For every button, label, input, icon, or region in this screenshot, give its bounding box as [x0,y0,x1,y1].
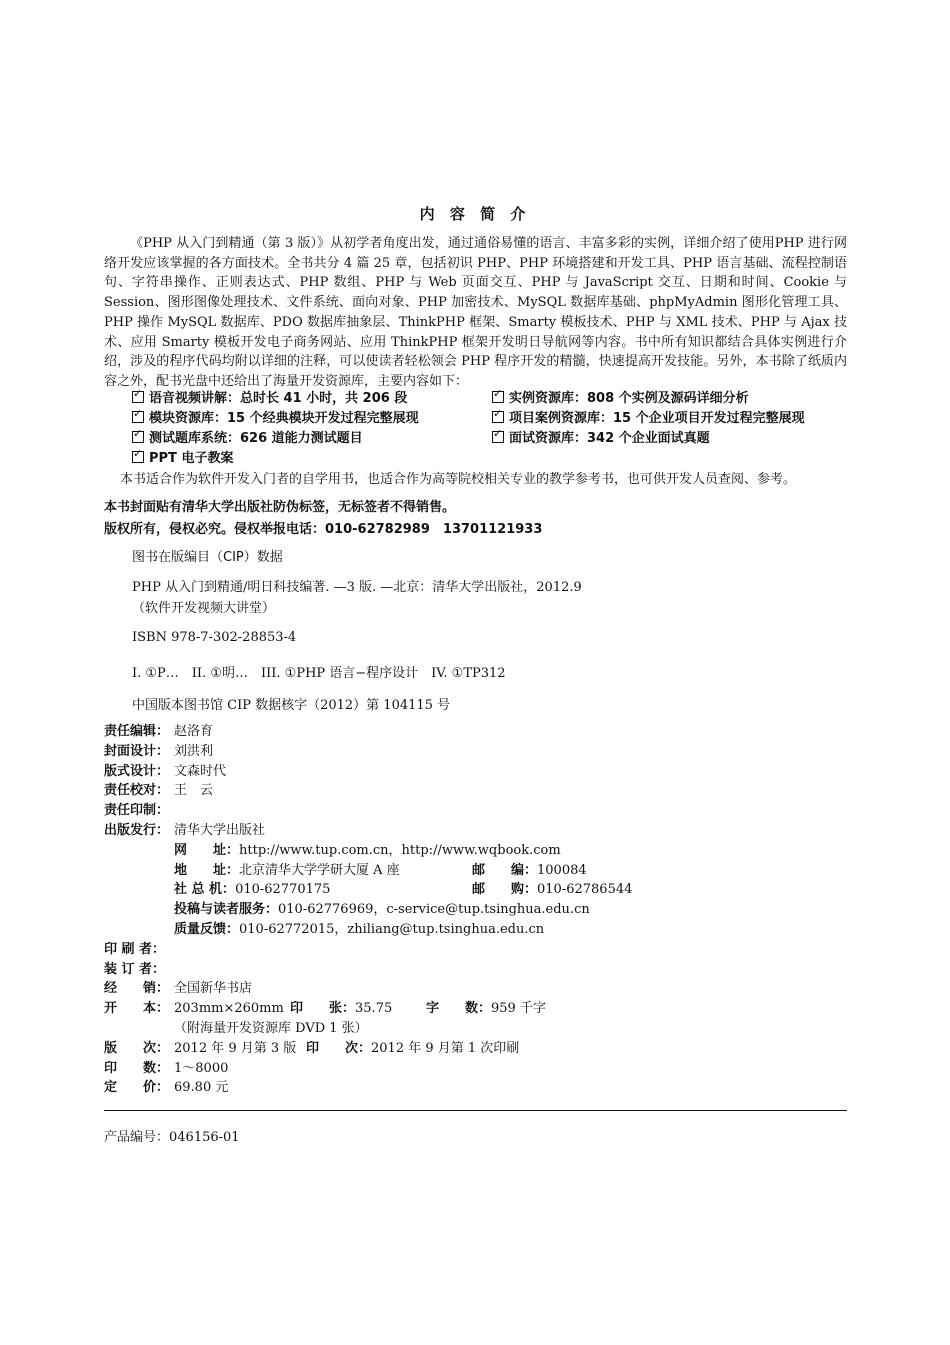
horizontal-rule [104,1110,847,1111]
checkbox-icon [132,411,144,423]
feature-row [132,429,852,449]
checkbox-icon [132,431,144,443]
feature-item: ✓测试题库系统：626 道能力测试题目 [132,429,492,449]
anti-counterfeit-notice: 本书封面贴有清华大学出版社防伪标签，无标签者不得销售。 [104,500,456,515]
credit-row: 定 价： 69.80 元 [104,1080,229,1096]
credit-row: 版式设计： 文森时代 [104,763,227,779]
feature-list [132,389,852,469]
credit-row: 责任编辑： 赵洛育 [104,724,214,739]
cip-core-number: 中国版本图书馆 CIP 数据核字（2012）第 104115 号 [132,698,451,713]
feature-row [132,449,852,469]
credit-row: 开 本： 203mm×260mm 印 张：35.75 字 数：959 千字 [104,1001,546,1017]
section-title: 内 容 简 介 [419,205,531,223]
checkbox-icon [492,391,504,403]
credit-row: 责任印制： [104,803,170,819]
feature-row [132,409,852,429]
credit-row: 责任校对： 王 云 [104,783,214,799]
credits-block [104,722,864,1098]
credit-row: 地 址：北京清华大学学研大厦 A 座 邮 编：100084 [174,862,587,878]
credit-row: 投稿与读者服务：010-62776969，c-service@tup.tsinghua.edu.cn [174,902,590,918]
checkbox-icon [492,431,504,443]
cip-title: 图书在版编目（CIP）数据 [132,550,283,565]
credit-row: 经 销： 全国新华书店 [104,981,253,997]
suitability-text: 本书适合作为软件开发入门者的自学用书，也适合作为高等院校相关专业的教学参考书，也可供开发人员查阅、参考。 [120,472,797,487]
cip-line: PHP 从入门到精通/明日科技编著. —3 版. —北京：清华大学出版社，2012.9 [132,580,582,595]
intro-paragraph: 《PHP 从入门到精通（第 3 版）》从初学者角度出发，通过通俗易懂的语言、丰富多彩的实例，详细介绍了使用PHP 进行网络开发应该掌握的各方面技术。全书共分 4 篇 25 章，包括初识 PHP、PHP 环境搭建和开发工具、PHP 语言基础、流程控制语句、字符串操作、正则表达式、PHP 数组、PHP 与 Web 页面交互、PHP 与 JavaScript 交互、日期和时间、Cookie 与 Session、图形图像处理技术、文件系统、面向对象、PHP 加密技术、MySQL 数据库基础、phpMyAdmin 图形化管理工具、PHP 操作 MySQL 数据库、PDO 数据库抽象层、ThinkPHP 框架、Smarty 模板技术、PHP 与 XML 技术、PHP 与 Ajax 技术、应用 Smarty 模板开发电子商务网站、应用 ThinkPHP 框架开发明日导航网等内容。书中所有知识都结合具体实例进行介绍，涉及的程序代码均附以详细的注释，可以使读者轻松领会 PHP 程序开发的精髓，快速提高开发技能。另外，本书除了纸质内容之外，配书光盘中还给出了海量开发资源库，主要内容如下： [104,236,847,389]
checkbox-icon [132,451,144,463]
isbn: ISBN 978-7-302-28853-4 [132,630,297,645]
feature-item: ✓ 实例资源库：808 个实例及源码详细分析 [492,389,852,409]
feature-item: ✓PPT 电子教案 [132,449,507,469]
feature-item: ✓模块资源库：15 个经典模块开发过程完整展现 [132,409,492,429]
credit-row: 版 次： 2012 年 9 月第 3 版 印 次：2012 年 9 月第 1 次印刷 [104,1040,520,1056]
credit-row: 印 刷 者： [104,941,166,957]
feature-item: ✓ 项目案例资源库：15 个企业项目开发过程完整展现 [492,409,852,429]
credit-row: 封面设计： 刘洪利 [104,743,214,759]
copyright-notice: 版权所有，侵权必究。侵权举报电话：010-62782989 13701121933 [104,522,543,537]
credit-row: 装 订 者： [104,961,166,977]
checkbox-icon [492,411,504,423]
credit-row: （附海量开发资源库 DVD 1 张） [174,1020,368,1036]
feature-row [132,389,852,409]
feature-item: ✓语音视频讲解：总时长 41 小时，共 206 段 [132,389,492,409]
credit-row: 出版发行： 清华大学出版社 [104,822,266,838]
cip-series: （软件开发视频大讲堂） [132,601,276,616]
credit-row: 网 址：http://www.tup.com.cn，http://www.wqbook.com [174,842,561,858]
credit-row: 社 总 机：010-62770175 邮 购：010-62786544 [174,882,633,898]
credit-row: 印 数： 1～8000 [104,1060,229,1076]
credit-row: 质量反馈：010-62772015，zhiliang@tup.tsinghua.edu.cn [174,921,545,937]
cip-classification: I. ①P… II. ①明… III. ①PHP 语言−程序设计 IV. ①TP312 [132,666,506,681]
feature-item: ✓ 面试资源库：342 个企业面试真题 [492,429,852,449]
checkbox-icon [132,391,144,403]
product-code: 产品编号：046156-01 [104,1130,240,1145]
